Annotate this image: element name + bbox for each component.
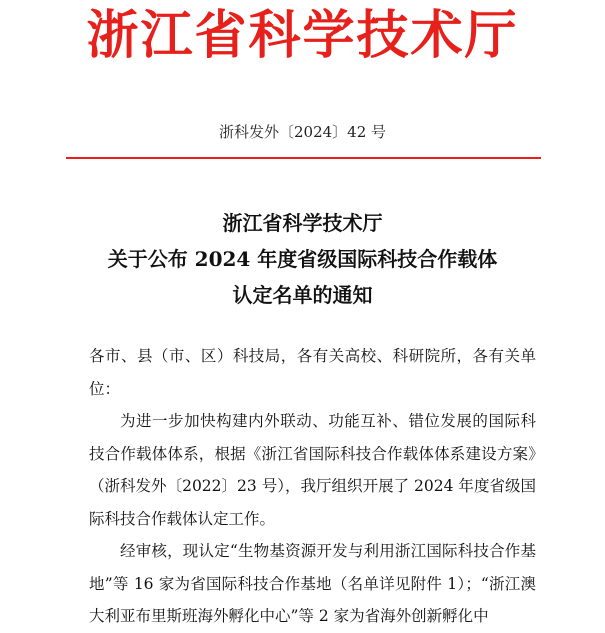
title-line-type: 认定名单的通知	[232, 283, 373, 307]
paragraph-background: 为进一步加快构建内外联动、功能互补、错位发展的国际科技合作载体体系，根据《浙江省国际科技合作载体体系建设方案》（浙科发外〔2022〕23 号），我厅组织开展了 2024 年度省级国际科技合作载体认定工作。	[89, 412, 536, 528]
title-line-subject: 关于公布 2024 年度省级国际科技合作载体	[107, 247, 498, 271]
notice-title	[0, 205, 605, 313]
document-number: 浙科发外〔2024〕42 号	[218, 123, 387, 141]
masthead-title: 浙江省科学技术厅	[86, 6, 519, 66]
red-divider-line	[66, 157, 541, 159]
title-line-issuer: 浙江省科学技术厅	[222, 211, 383, 235]
paragraph-decision: 经审核，现认定“生物基资源开发与利用浙江国际科技合作基地”等 16 家为省国际科技合作基地（名单详见附件 1）；“浙江澳大利亚布里斯班海外孵化中心”等 2 家为省海外创新孵化中	[89, 542, 536, 625]
notice-body	[89, 340, 536, 633]
salutation: 各市、县（市、区）科技局，各有关高校、科研院所，各有关单位：	[89, 347, 536, 398]
